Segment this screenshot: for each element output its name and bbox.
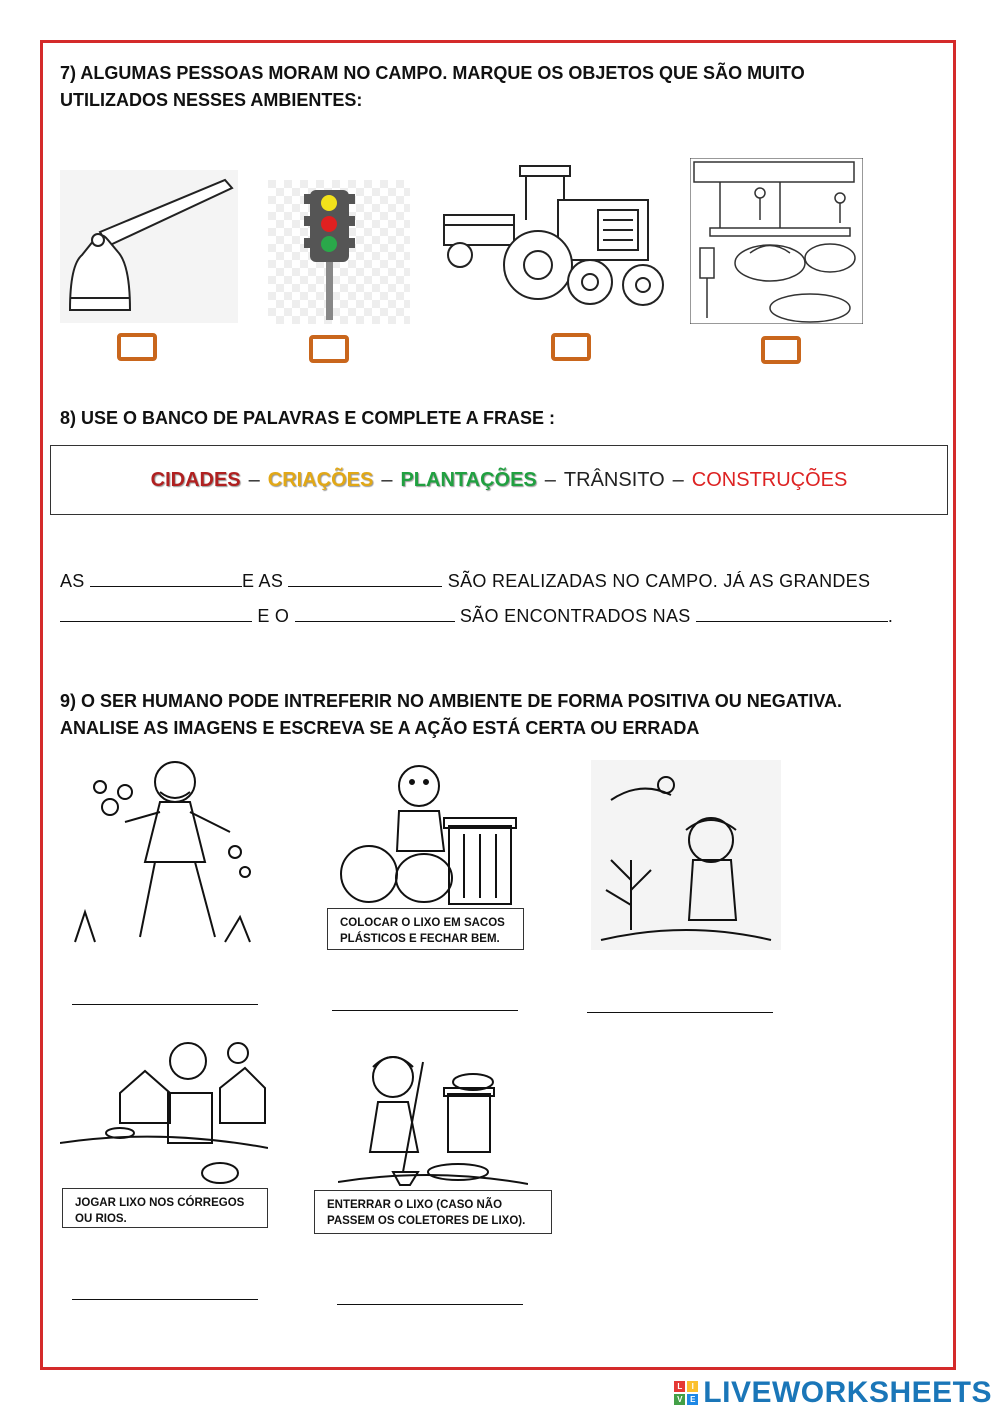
answer-line-4[interactable] xyxy=(72,1299,258,1300)
question-8-title: 8) USE O BANCO DE PALAVRAS E COMPLETE A FRASE : xyxy=(60,408,556,428)
boy-picking-flowers-image xyxy=(65,752,261,950)
checkbox-traffic-light[interactable] xyxy=(309,335,349,363)
question-7-title: 7) ALGUMAS PESSOAS MORAM NO CAMPO. MARQUE OS OBJETOS QUE SÃO MUITO UTILIZADOS NESSES AMBIENTES: xyxy=(60,63,805,110)
word-plantacoes: PLANTAÇÕES xyxy=(400,468,537,491)
caption-trash-bags: COLOCAR O LIXO EM SACOS PLÁSTICOS E FECHAR BEM. xyxy=(327,908,524,950)
answer-line-5[interactable] xyxy=(337,1304,523,1305)
checkbox-hoe[interactable] xyxy=(117,333,157,361)
liveworksheets-logo-icon: L I V E xyxy=(674,1381,698,1405)
sentence-line-2: E O SÃO ENCONTRADOS NAS . xyxy=(60,603,893,627)
word-construcoes: CONSTRUÇÕES xyxy=(691,468,848,491)
word-separator: – xyxy=(248,468,260,491)
caption-river-trash: JOGAR LIXO NOS CÓRREGOS OU RIOS. xyxy=(62,1188,268,1228)
word-cidades: CIDADES xyxy=(150,468,241,491)
checkbox-tractor[interactable] xyxy=(551,333,591,361)
blank-1[interactable] xyxy=(90,568,242,587)
blank-5[interactable] xyxy=(696,603,888,622)
word-bank xyxy=(50,445,948,515)
liveworksheets-brand[interactable] xyxy=(674,1376,992,1410)
word-separator: – xyxy=(381,468,393,491)
brand-name: LIVEWORKSHEETS xyxy=(703,1376,992,1409)
hoe-image xyxy=(60,170,238,323)
sentence-line-1: AS E AS SÃO REALIZADAS NO CAMPO. JÁ AS GRANDES xyxy=(60,568,870,592)
word-separator: – xyxy=(672,468,684,491)
word-separator: – xyxy=(544,468,556,491)
tractor-image xyxy=(438,160,666,325)
answer-line-3[interactable] xyxy=(587,1012,773,1013)
word-transito: TRÂNSITO xyxy=(563,468,665,491)
boy-planting-image xyxy=(591,760,781,950)
question-9-title: 9) O SER HUMANO PODE INTREFERIR NO AMBIENTE DE FORMA POSITIVA OU NEGATIVA. ANALISE AS IMAGENS E ESCREVA SE A AÇÃO ESTÁ CERTA OU ERRADA xyxy=(60,691,843,738)
caption-bury-trash: ENTERRAR O LIXO (CASO NÃO PASSEM OS COLETORES DE LIXO). xyxy=(314,1190,552,1234)
traffic-light-image xyxy=(268,180,410,324)
answer-line-1[interactable] xyxy=(72,1004,258,1005)
blank-4[interactable] xyxy=(295,603,455,622)
word-criacoes: CRIAÇÕES xyxy=(267,468,374,491)
boy-dumping-trash-image xyxy=(60,1033,268,1193)
blank-2[interactable] xyxy=(288,568,442,587)
answer-line-2[interactable] xyxy=(332,1010,518,1011)
trash-bags-image xyxy=(339,756,519,906)
checkbox-city-street[interactable] xyxy=(761,336,801,364)
city-street-image xyxy=(690,158,863,324)
girl-burying-trash-image xyxy=(338,1042,528,1188)
blank-3[interactable] xyxy=(60,603,252,622)
